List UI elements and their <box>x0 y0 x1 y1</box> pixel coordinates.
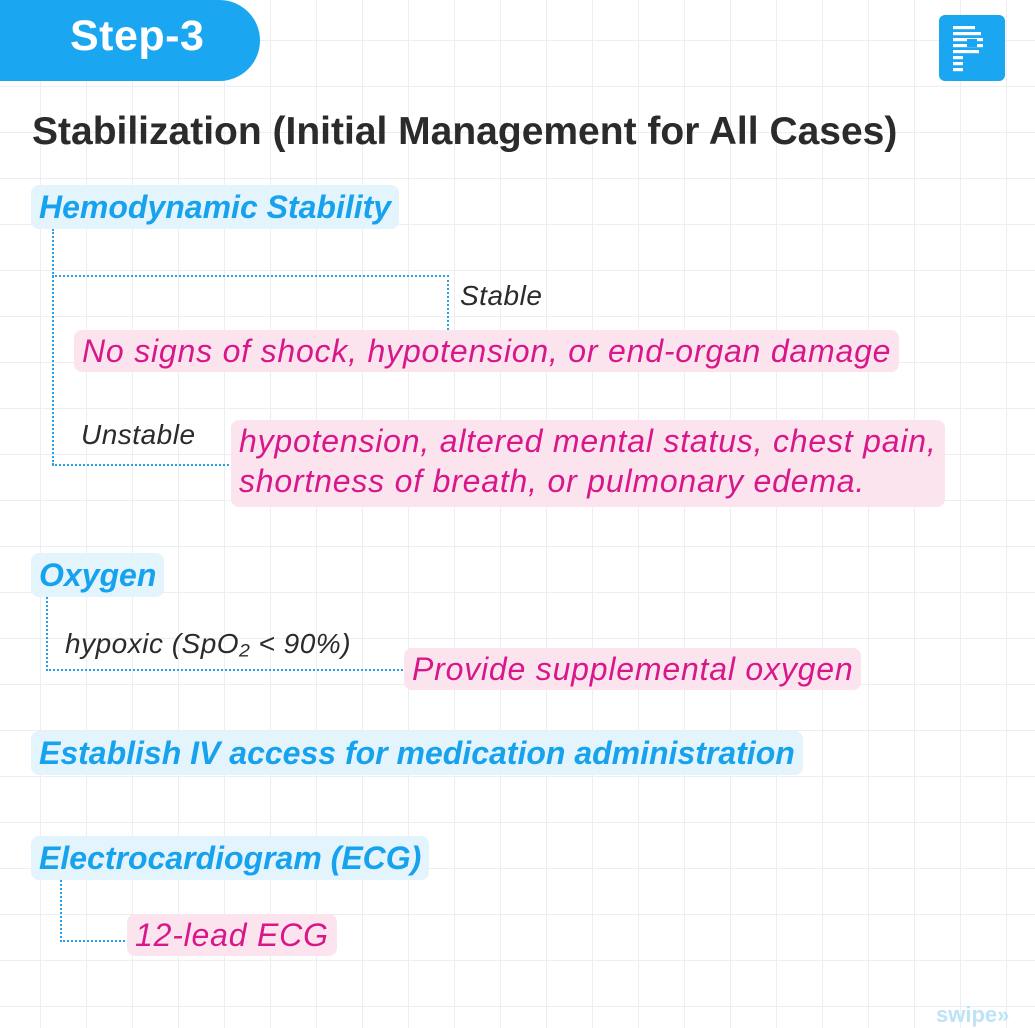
unstable-label: Unstable <box>81 419 196 450</box>
oxygen-connector-vertical <box>46 597 48 671</box>
unstable-description <box>231 420 945 507</box>
swipe-watermark: swipe» <box>936 1002 1010 1027</box>
hypoxic-condition-label: hypoxic (SpO₂ < 90%) <box>65 628 352 659</box>
oxygen-heading: Oxygen <box>31 553 164 597</box>
ecg-connector-vertical <box>60 880 62 942</box>
supplemental-oxygen-action: Provide supplemental oxygen <box>404 648 861 690</box>
hemodynamic-connector-vertical <box>52 229 54 465</box>
step-label: Step-3 <box>70 12 205 60</box>
stable-connector-drop <box>447 275 449 330</box>
unstable-connector-horizontal <box>52 464 233 466</box>
unstable-description-line-2: shortness of breath, or pulmonary edema. <box>239 463 866 499</box>
hemodynamic-stability-heading: Hemodynamic Stability <box>31 185 399 229</box>
stable-connector-horizontal <box>52 275 449 277</box>
ecg-connector-horizontal <box>60 940 129 942</box>
twelve-lead-ecg-item: 12-lead ECG <box>127 914 337 956</box>
unstable-description-line-1: hypotension, altered mental status, chest pain, <box>239 423 937 459</box>
page-title: Stabilization (Initial Management for All Cases) <box>32 110 898 153</box>
iv-access-heading: Establish IV access for medication administration <box>31 731 803 775</box>
stable-label: Stable <box>460 280 543 311</box>
stable-description: No signs of shock, hypotension, or end-organ damage <box>74 330 899 372</box>
document-logo-icon <box>939 15 1005 81</box>
oxygen-connector-horizontal <box>46 669 406 671</box>
ecg-heading: Electrocardiogram (ECG) <box>31 836 429 880</box>
